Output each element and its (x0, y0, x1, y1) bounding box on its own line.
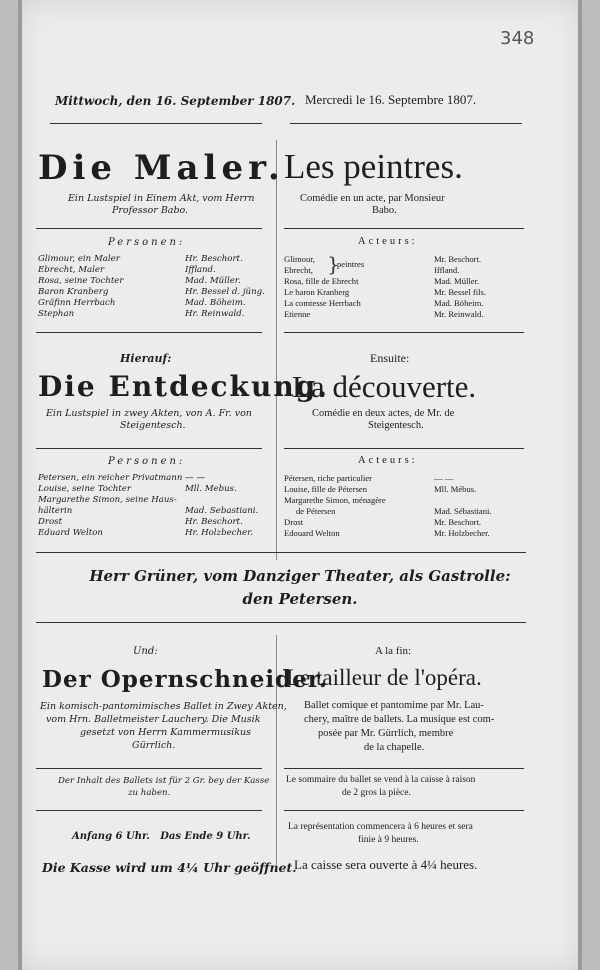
play2-title-de: Die Entdeckung. (38, 370, 329, 403)
times-fr-2: finie à 9 heures. (358, 835, 419, 845)
play2-intro-de: Hierauf: (120, 352, 172, 365)
play2-intro-fr: Ensuite: (370, 351, 410, 365)
desc-line: posée par Mr. Gürrlich, membre (318, 728, 454, 739)
cast-role: Drost (38, 517, 63, 527)
date-fr: Mercredi le 16. Septembre 1807. (305, 92, 477, 107)
date-rule-fr (290, 123, 522, 124)
column-divider (276, 140, 277, 560)
cast-role: Baron Kranberg (38, 287, 109, 297)
play3-intro-de: Und: (133, 646, 158, 657)
cast-role: Edouard Welton (284, 528, 340, 538)
cast-actor: Mad. Sébastiani. (434, 506, 492, 516)
cast-role: Glimour, (284, 254, 315, 264)
cast-actor: Mll. Mebus. (185, 484, 237, 494)
paper-left-edge (18, 0, 22, 970)
cast-actor: Mr. Beschort. (434, 254, 482, 264)
play3-rule-fr (284, 768, 524, 769)
cast-actor: Hr. Holzbecher. (185, 528, 253, 538)
cast-role: Margarethe Simon, ménagère (284, 495, 386, 505)
cast-actor: Mr. Holzbecher. (434, 528, 490, 538)
cast-actor: Hr. Reinwald. (185, 309, 245, 319)
play2-title-fr: La découverte. (292, 369, 477, 404)
play1-cast-head-fr: Acteurs: (358, 236, 418, 247)
desc-line: chery, maître de ballets. La musique est com- (304, 714, 495, 725)
cast-actor: Hr. Bessel d. jüng. (185, 287, 265, 297)
play3-title-fr: Le tailleur de l'opéra. (286, 665, 482, 690)
play3-rule-de (36, 768, 262, 769)
cast-role: Ebrecht, Maler (38, 265, 105, 275)
cast-role: Pétersen, riche particulier (284, 473, 373, 483)
cast-role: Louise, seine Tochter (38, 484, 131, 494)
cast-actor: Mad. Müller. (185, 276, 241, 286)
play1-subtitle-de-2: Professor Babo. (112, 205, 189, 216)
play2-subtitle-fr-1: Comédie en deux actes, de Mr. de (312, 408, 455, 419)
cast-actor: — — (434, 473, 454, 483)
times-de: Anfang 6 Uhr. Das Ende 9 Uhr. (72, 831, 251, 842)
cast-actor: Iffland. (185, 265, 216, 275)
cast-role: Gräfinn Herrbach (38, 298, 116, 308)
cast-role: Petersen, ein reicher Privatmann (38, 473, 183, 483)
cast-actor: Mad. Sebastiani. (185, 506, 259, 516)
play2-cast-head-fr: Acteurs: (358, 455, 418, 466)
cast-actor: Hr. Beschort. (185, 517, 243, 527)
paper-right-edge (578, 0, 582, 970)
notes-rule-de (36, 810, 262, 811)
play2-subtitle-de-1: Ein Lustspiel in zwey Akten, von A. Fr. von (46, 408, 252, 419)
play1-cast-head-de: Personen: (108, 237, 186, 248)
date-de: Mittwoch, den 16. September 1807. (55, 94, 296, 108)
cast-role: Glimour, ein Maler (38, 254, 120, 264)
play2-subtitle-de-2: Steigentesch. (120, 420, 186, 431)
desc-line: Ein komisch-pantomimisches Ballet in Zwey Akten, (40, 701, 287, 712)
play2-end-rule (36, 552, 526, 553)
play2-subtitle-fr-2: Steigentesch. (368, 420, 424, 431)
cast-role: hälterin (38, 506, 73, 516)
guest-rule (36, 622, 526, 623)
times-fr-1: La représentation commencera à 6 heures et sera (288, 822, 473, 832)
play1-end-rule-de (36, 332, 262, 333)
cast-role: Rosa, fille de Ebrecht (284, 276, 359, 286)
cast-actor: Mad. Böheim. (434, 298, 484, 308)
cast-actor: Mr. Beschort. (434, 517, 482, 527)
cast-role: de Pétersen (296, 506, 336, 516)
cast-actor: Mll. Mébus. (434, 484, 477, 494)
cast-actor: Mr. Bessel fils. (434, 287, 487, 297)
cast-actor: Mad. Böheim. (185, 298, 246, 308)
cast-actor: Hr. Beschort. (185, 254, 243, 264)
cast-role: Eduard Welton (38, 528, 103, 538)
page-number: 348 (500, 28, 535, 49)
play2-cast-head-de: Personen: (108, 456, 186, 467)
cast-role: Drost (284, 517, 304, 527)
ballet-note-fr-1: Le sommaire du ballet se vend à la caisse à raison (286, 775, 476, 785)
play1-subtitle-de-1: Ein Lustspiel in Einem Akt, vom Herrn (68, 193, 255, 204)
play2-rule-fr (284, 448, 524, 449)
play1-subtitle-fr-2: Babo. (372, 205, 397, 216)
cast-actor: Mr. Reinwald. (434, 309, 484, 319)
ballet-note-de-2: zu haben. (128, 788, 171, 798)
desc-line: vom Hrn. Balletmeister Lauchery. Die Musik (46, 714, 261, 725)
play3-title-de: Der Opernschneider. (42, 666, 328, 693)
play3-intro-fr: A la fin: (375, 645, 412, 657)
cast-role: Ebrecht, (284, 265, 313, 275)
desc-line: Ballet comique et pantomime par Mr. Lau- (304, 700, 484, 711)
cast-actor: Mad. Müller. (434, 276, 480, 286)
play1-subtitle-fr-1: Comédie en un acte, par Monsieur (300, 193, 445, 204)
play1-end-rule-fr (284, 332, 524, 333)
box-office-fr: La caisse sera ouverte à 4¼ heures. (294, 857, 478, 872)
cast-role: Louise, fille de Pétersen (284, 484, 368, 494)
play2-rule-de (36, 448, 262, 449)
cast-role: Etienne (284, 309, 311, 319)
play1-rule-fr (284, 228, 524, 229)
play1-rule-de (36, 228, 262, 229)
brace-glyph: } (327, 252, 340, 276)
guest-line-1: Herr Grüner, vom Danziger Theater, als Gastrolle: (89, 567, 511, 585)
cast-role: Rosa, seine Tochter (38, 276, 124, 286)
cast-actor: — — (185, 473, 205, 483)
cast-brace-label: peintres (337, 259, 365, 269)
notes-rule-fr (284, 810, 524, 811)
desc-line: de la chapelle. (364, 742, 425, 753)
desc-line: Gürrlich. (132, 740, 176, 751)
cast-actor: Iffland. (434, 265, 460, 275)
play1-title-de: Die Maler. (38, 148, 285, 188)
cast-role: Margarethe Simon, seine Haus- (38, 495, 177, 505)
ballet-note-fr-2: de 2 gros la pièce. (342, 788, 411, 798)
ballet-note-de-1: Der Inhalt des Ballets ist für 2 Gr. bey der Kasse (58, 776, 270, 786)
box-office-de: Die Kasse wird um 4¼ Uhr geöffnet. (42, 860, 297, 875)
cast-role: La comtesse Herrbach (284, 298, 361, 308)
date-rule-de (50, 123, 262, 124)
desc-line: gesetzt von Herrn Kammermusikus (80, 727, 251, 738)
play1-title-fr: Les peintres. (284, 147, 463, 186)
cast-role: Stephan (38, 309, 75, 319)
cast-role: Le baron Kranberg (284, 287, 350, 297)
guest-line-2: den Petersen. (242, 590, 358, 608)
